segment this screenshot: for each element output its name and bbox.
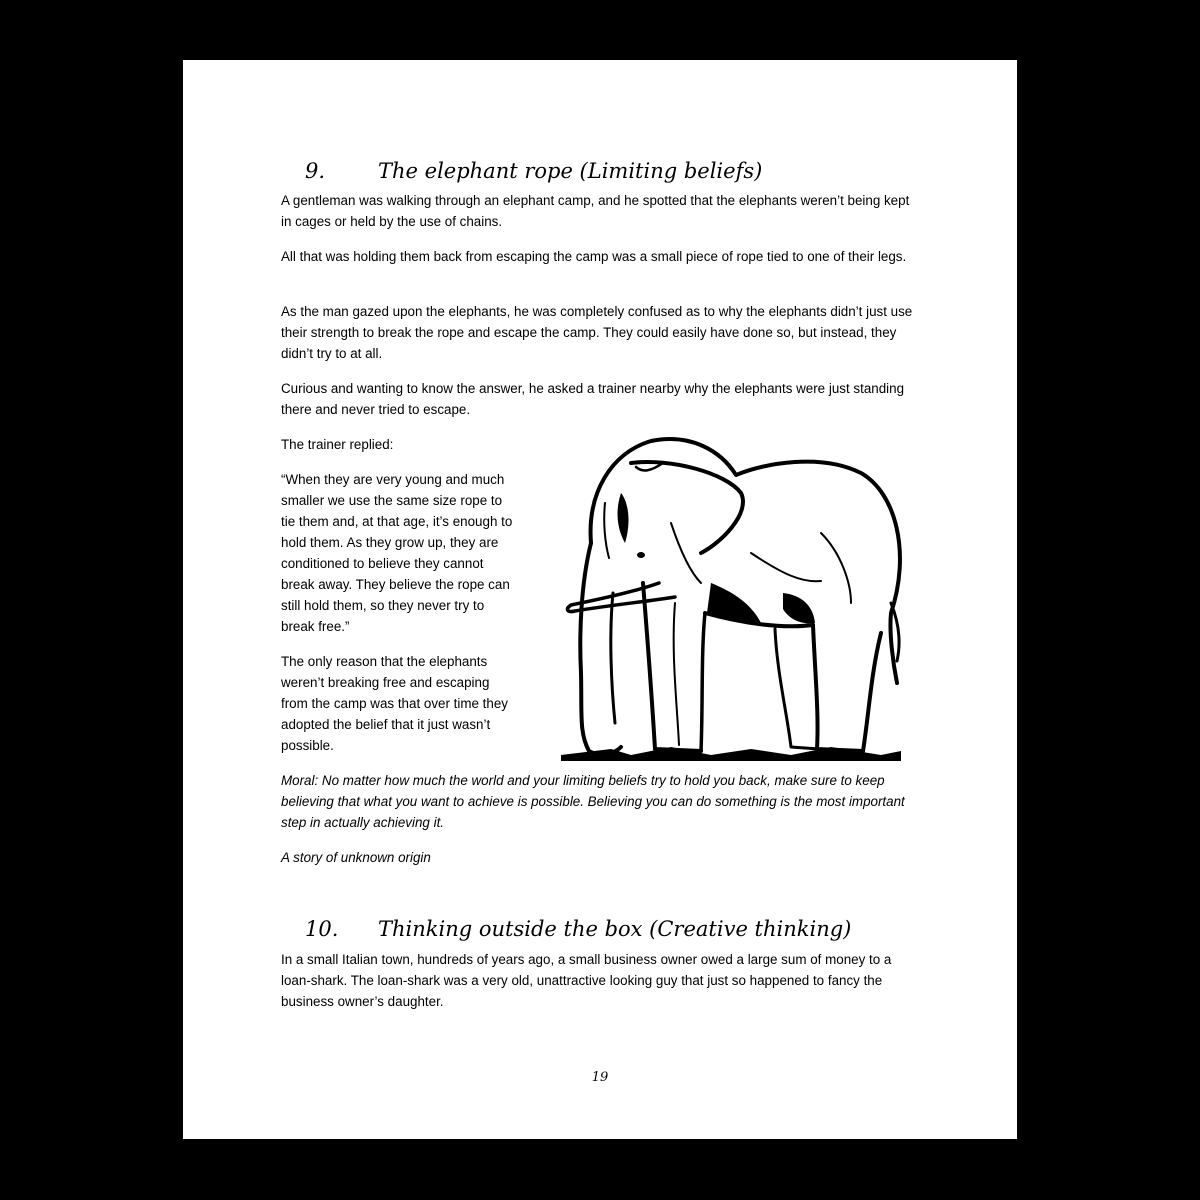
elephant-illustration <box>551 433 903 763</box>
paragraph: All that was holding them back from escaping the camp was a small piece of rope tied to one of their legs. <box>281 249 907 264</box>
page-number: 19 <box>591 1070 609 1085</box>
document-page <box>183 60 1017 1139</box>
moral-text: Moral: No matter how much the world and your limiting beliefs try to hold you back, make sure to keep believing that what you want to achieve is possible. Believing you can do something is the most important step in actually achieving it. <box>281 773 905 830</box>
section-title: Thinking outside the box (Creative thinking) <box>378 917 852 941</box>
paragraph: Curious and wanting to know the answer, he asked a trainer nearby why the elephants were just standing there and never tried to escape. <box>281 381 905 417</box>
paragraph: The trainer replied: <box>281 437 394 452</box>
origin-text: A story of unknown origin <box>281 850 431 865</box>
section-number: 9. <box>305 159 326 183</box>
paragraph: The only reason that the elephants weren’t breaking free and escaping from the camp was that over time they adopted the belief that it just wasn’t possible. <box>281 654 508 753</box>
section-number: 10. <box>305 917 339 941</box>
paragraph: In a small Italian town, hundreds of years ago, a small business owner owed a large sum of money to a loan-shark. The loan-shark was a very old, unattractive looking guy that just so happened to fancy the business owner’s daughter. <box>281 952 892 1009</box>
quote-paragraph: “When they are very young and much smaller we use the same size rope to tie them and, at that age, it’s enough to hold them. As they grow up, they are conditioned to believe they cannot break away. They believe the rope can still hold them, so they never try to break free.” <box>281 472 513 634</box>
paragraph: A gentleman was walking through an elephant camp, and he spotted that the elephants weren’t being kept in cages or held by the use of chains. <box>281 193 910 229</box>
section-title: The elephant rope (Limiting beliefs) <box>378 159 763 183</box>
paragraph: As the man gazed upon the elephants, he was completely confused as to why the elephants didn’t just use their strength to break the rope and escape the camp. They could easily have done so, but instead, they didn’t try to at all. <box>281 304 913 361</box>
